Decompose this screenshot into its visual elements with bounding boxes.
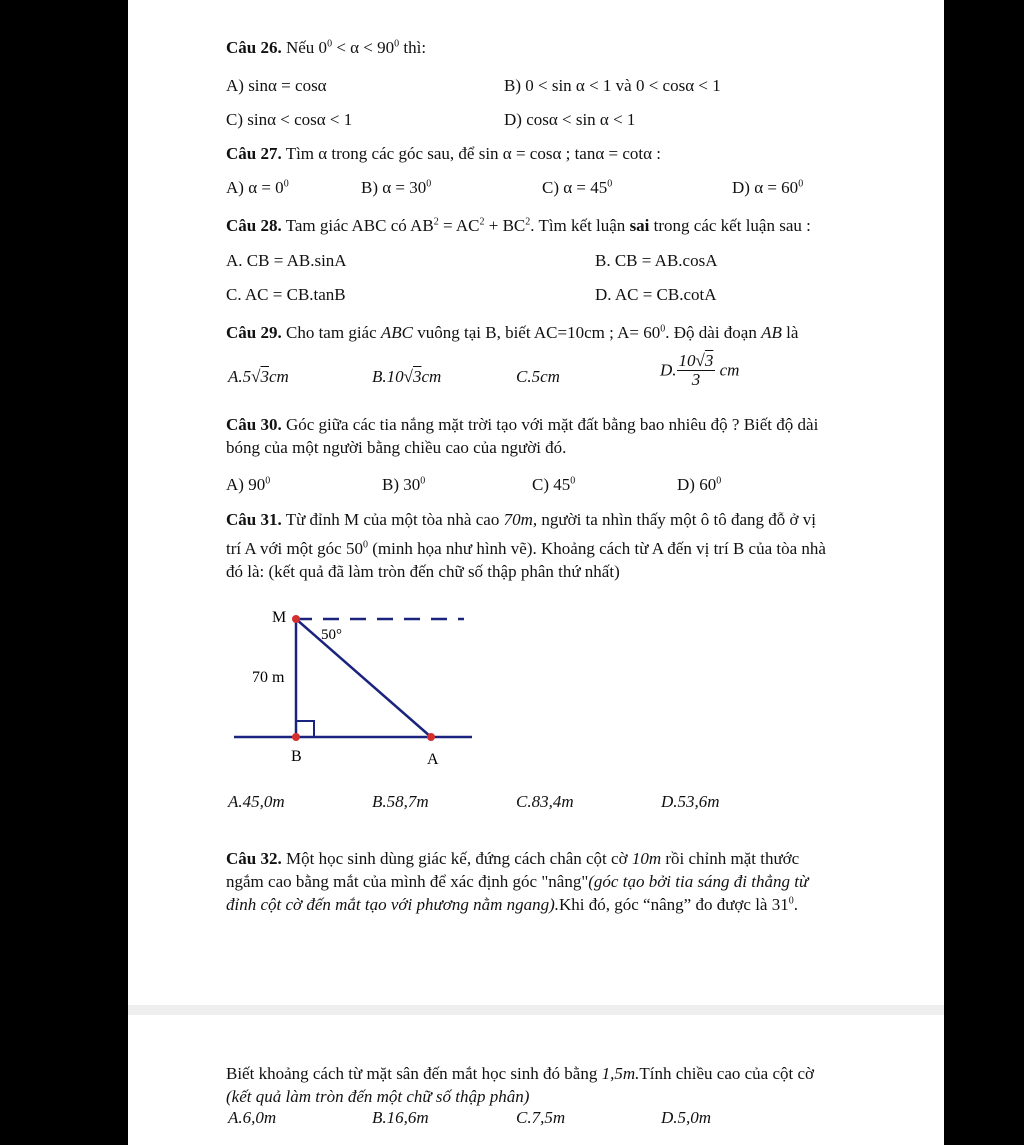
q31-stem-line2: trí A với một góc $50^0$ (minh họa như hình vẽ). Khoảng cách từ A đến vị trí B của tòa nhà (226, 539, 826, 558)
q26-label: Câu 26. (226, 38, 282, 57)
q31-stem-line3: đó là: (kết quả đã làm tròn đến chữ số thập phân thứ nhất) (226, 562, 620, 581)
q32-option-b: B.16,6m (372, 1108, 429, 1127)
q32-stem-line3: đỉnh cột cờ đến mắt tạo với phương nằm ngang).Khi đó, góc “nâng” đo được là $31^0$. (226, 895, 798, 914)
q31-label: Câu 31. (226, 510, 282, 529)
q32-option-a: A.6,0m (228, 1108, 277, 1127)
q32-option-c: C.7,5m (516, 1108, 566, 1127)
q26-option-a: A) sinα = cosα (226, 76, 327, 95)
q29-label: Câu 29. (226, 323, 282, 342)
q29-stem: Câu 29. Cho tam giác ABC vuông tại B, biết AC=10cm ; $A= 60^0$. Độ dài đoạn AB là (226, 323, 799, 342)
q27-option-d: D) $\alpha = 60^0$ (732, 178, 804, 197)
q31-option-c: C.83,4m (516, 792, 574, 811)
q30-stem-line2: bóng của một người bằng chiều cao của người đó. (226, 438, 567, 457)
label-angle: 50° (321, 627, 342, 643)
q32-option-d: D.5,0m (661, 1108, 712, 1127)
q28-label: Câu 28. (226, 216, 282, 235)
q30-option-a: A) $90^0$ (226, 475, 271, 494)
q32-stem-line4: Biết khoảng cách từ mặt sân đến mắt học sinh đó bằng 1,5m.Tính chiều cao của cột cờ (226, 1064, 815, 1083)
q27-stem: Câu 27. Tìm α trong các góc sau, để sin α = cosα ; tanα = cotα : (226, 144, 661, 163)
point-a (427, 733, 435, 741)
q28-option-d: D. AC = CB.cotA (595, 285, 717, 304)
q31-figure (228, 600, 488, 775)
q31-stem-line1: Câu 31. Từ đỉnh M của một tòa nhà cao 70m, người ta nhìn thấy một ô tô đang đỗ ở vị (226, 510, 816, 529)
line-of-sight (296, 619, 431, 737)
label-a: A (427, 751, 439, 768)
q28-stem: Câu 28. Tam giác ABC có $AB^2 = AC^2 + BC^2$. Tìm kết luận sai trong các kết luận sau : (226, 216, 811, 235)
q27-label: Câu 27. (226, 144, 282, 163)
q27-option-c: C) $\alpha = 45^0$ (542, 178, 613, 197)
q28-option-b: B. CB = AB.cosA (595, 251, 718, 270)
q27-option-b: B) $\alpha = 30^0$ (361, 178, 432, 197)
q26-stem: Câu 26. Nếu $0^0 < \alpha < 90^0$ thì: (226, 38, 427, 57)
q26-option-d: D) cosα < sin α < 1 (504, 110, 636, 129)
q29-option-d: D. $\frac{10√3}{3}$ cm (660, 351, 740, 389)
q31-option-d: D.53,6m (661, 792, 720, 811)
label-m: M (272, 609, 287, 626)
label-height: 70 m (252, 669, 285, 686)
q29-option-a: A.5√3cm (228, 367, 289, 386)
q27-option-a: A) $\alpha = 0^0$ (226, 178, 289, 197)
q29-option-c: C.5cm (516, 367, 560, 386)
q31-option-a: A.45,0m (228, 792, 285, 811)
q30-label: Câu 30. (226, 415, 282, 434)
label-b: B (291, 748, 302, 765)
q30-option-b: B) $30^0$ (382, 475, 426, 494)
q30-option-c: C) $45^0$ (532, 475, 576, 494)
point-m (292, 615, 300, 623)
q28-option-c: C. AC = CB.tanB (226, 285, 346, 304)
q32-stem-line1: Câu 32. Một học sinh dùng giác kế, đứng cách chân cột cờ 10m rồi chỉnh mặt thước (226, 849, 800, 868)
page-gap (128, 1005, 944, 1015)
q32-label: Câu 32. (226, 849, 282, 868)
q31-option-b: B.58,7m (372, 792, 429, 811)
document-page (128, 0, 944, 1145)
q26-option-c: C) sinα < cosα < 1 (226, 110, 353, 129)
q30-option-d: D) $60^0$ (677, 475, 722, 494)
q26-option-b: B) 0 < sin α < 1 và 0 < cosα < 1 (504, 76, 721, 95)
q29-option-b: B.10√3cm (372, 367, 442, 386)
q32-stem-line2: ngắm cao bằng mắt của mình để xác định góc "nâng"(góc tạo bởi tia sáng đi thẳng từ (226, 872, 809, 891)
q28-option-a: A. CB = AB.sinA (226, 251, 347, 270)
q32-stem-line5: (kết quả làm tròn đến một chữ số thập phân) (226, 1087, 530, 1106)
point-b (292, 733, 300, 741)
q30-stem-line1: Câu 30. Góc giữa các tia nắng mặt trời tạo với mặt đất bằng bao nhiêu độ ? Biết độ dài (226, 415, 819, 434)
